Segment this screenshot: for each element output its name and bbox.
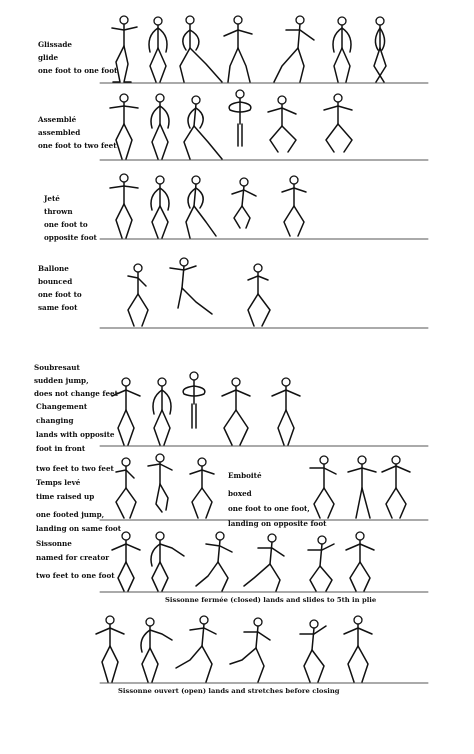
stick-figure xyxy=(282,176,306,236)
label-line: named for creator xyxy=(36,553,110,562)
stick-figure xyxy=(116,458,136,518)
stick-figure xyxy=(224,16,252,82)
stick-figure xyxy=(222,378,250,445)
stick-figure xyxy=(308,536,334,591)
label-line: changing xyxy=(36,416,74,425)
stick-figure xyxy=(186,176,216,238)
label-line: one foot to two feet xyxy=(38,141,117,150)
stick-figure xyxy=(190,458,214,518)
stick-figure xyxy=(300,620,326,682)
label-line: time raised up xyxy=(36,492,95,501)
stick-figure xyxy=(112,532,140,591)
label-line: Sissonne xyxy=(36,539,72,548)
caption-sissonne-ouvert: Sissonne ouvert (open) lands and stretches before closing xyxy=(118,687,340,695)
label-line: boxed xyxy=(228,489,252,498)
stick-figure xyxy=(96,616,124,682)
label-line: two feet to one foot xyxy=(36,571,115,580)
label-line: does not change feet xyxy=(34,389,118,398)
stick-figure xyxy=(310,456,336,518)
label-line: Temps levé xyxy=(36,478,81,487)
label-line: one footed jump, xyxy=(36,510,105,519)
label-line: glide xyxy=(38,53,59,62)
stick-figure xyxy=(274,16,314,82)
label-line: assembled xyxy=(38,128,81,137)
stick-figure xyxy=(196,532,232,591)
label-line: landing on same foot xyxy=(36,524,122,533)
stick-figure xyxy=(333,17,351,82)
stick-figure xyxy=(244,534,284,591)
stick-figure xyxy=(272,378,300,445)
label-line: landing on opposite foot xyxy=(228,519,327,528)
label-line: Changement xyxy=(36,402,88,411)
label-line: two feet to two feet xyxy=(36,464,114,473)
label-line: one foot to one foot, xyxy=(228,504,310,513)
label-line: foot in front xyxy=(36,444,86,453)
stick-figure xyxy=(183,372,205,428)
stick-figure xyxy=(374,17,386,82)
label-line: one foot to xyxy=(38,290,82,299)
stick-figure xyxy=(128,264,148,326)
label-line: thrown xyxy=(44,207,73,216)
stick-figure xyxy=(382,456,410,518)
stick-figure xyxy=(153,378,171,445)
stick-figure xyxy=(180,16,222,82)
stick-figure xyxy=(170,258,212,314)
label-line: same foot xyxy=(38,303,78,312)
label-line: one foot to xyxy=(44,220,88,229)
stick-figure xyxy=(348,456,376,518)
stick-figure xyxy=(110,94,138,159)
stick-figure xyxy=(344,616,372,682)
stick-figure xyxy=(248,264,270,326)
stick-figure xyxy=(148,454,172,512)
label-line: Soubresaut xyxy=(34,363,80,372)
label-line: Jeté xyxy=(44,194,60,203)
label-line: sudden jump, xyxy=(34,376,89,385)
stick-figure xyxy=(184,96,222,159)
label-line: opposite foot xyxy=(44,233,97,242)
stick-figure xyxy=(151,532,184,591)
label-line: one foot to one foot xyxy=(38,66,118,75)
stick-figure xyxy=(176,616,216,682)
stick-figure xyxy=(324,94,352,152)
stick-figure xyxy=(141,618,172,682)
label-line: bounced xyxy=(38,277,73,286)
stick-figure xyxy=(346,532,374,591)
stick-figure xyxy=(151,176,169,238)
stick-figure xyxy=(112,16,137,82)
stick-figure xyxy=(232,178,256,228)
label-line: lands with opposite xyxy=(36,430,115,439)
label-line: Assemblé xyxy=(38,115,77,124)
caption-sissonne-fermee: Sissonne fermée (closed) lands and slides to 5th in plie xyxy=(165,596,377,604)
stick-figure xyxy=(112,378,140,445)
stick-figure xyxy=(230,618,270,682)
stick-figure xyxy=(151,94,169,159)
stick-figure xyxy=(229,90,251,146)
stick-figure xyxy=(149,17,167,82)
label-line: Emboité xyxy=(228,471,262,480)
stick-figure xyxy=(110,174,138,238)
label-line: Glissade xyxy=(38,40,72,49)
stick-figure xyxy=(268,96,296,152)
label-line: Ballone xyxy=(38,264,69,273)
